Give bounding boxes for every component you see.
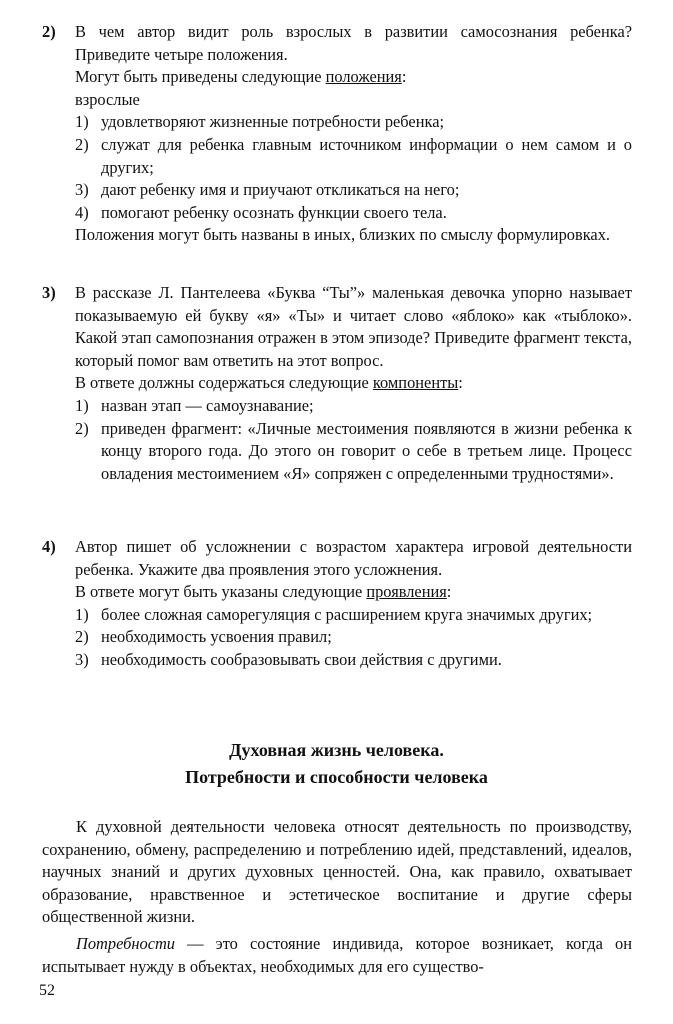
answer-subject: взрослые — [75, 89, 140, 109]
page-number: 52 — [39, 982, 55, 999]
list-item: 1) удовлетворяют жизненные потребности ребенка; — [75, 112, 445, 132]
section-title-line-2: Потребности и способности человека — [185, 767, 488, 787]
list-item: 3) дают ребенку имя и приучают откликаться на него; — [75, 180, 460, 200]
question-number: 3) — [42, 283, 56, 302]
paragraph-2: Потребности — это состояние индивида, которое возникает, когда он испытывает нужду в объектах, необходимых для его существо- — [42, 933, 632, 976]
answer-lead: Могут быть приведены следующие положения: — [75, 67, 407, 87]
term-emphasis: Потребности — [76, 933, 175, 953]
answer-lead: В ответе должны содержаться следующие компоненты: — [75, 373, 463, 393]
question-4 — [42, 536, 632, 672]
list-item: 2) приведен фрагмент: «Личные местоимения появляются в жизни ребенка к концу второго года. До этого он говорит о себе в третьем лице. Процесс овладения местоимением «Я» сопряжен с определенными трудностями». — [75, 418, 632, 483]
question-2 — [42, 21, 632, 247]
answer-note: Положения могут быть названы в иных, близких по смыслу формулировках. — [75, 225, 610, 245]
answer-lead: В ответе могут быть указаны следующие проявления: — [75, 582, 452, 602]
list-item: 2) служат для ребенка главным источником информации о нем самом и о других; — [75, 134, 632, 177]
question-text: В чем автор видит роль взрослых в развитии самосознания ребенка? Приведите четыре положения. — [75, 22, 632, 64]
list-item: 2) необходимость усвоения правил; — [75, 627, 332, 647]
section-title-line-1: Духовная жизнь человека. — [229, 740, 444, 760]
section-heading — [40, 737, 633, 791]
list-item: 4) помогают ребенку осознать функции своего тела. — [75, 202, 447, 222]
list-item: 1) назван этап — самоузнавание; — [75, 395, 314, 415]
question-3 — [42, 282, 632, 485]
question-number: 4) — [42, 537, 56, 556]
question-text: Автор пишет об усложнении с возрастом характера игровой деятельности ребенка. Укажите два проявления этого усложнения. — [75, 537, 632, 579]
list-item: 3) необходимость сообразовывать свои действия с другими. — [75, 649, 502, 669]
section-body — [42, 816, 632, 978]
question-text: В рассказе Л. Пантелеева «Буква “Ты”» маленькая девочка упорно называет показываемую ей букву «я» «Ты» и читает слово «яблоко» как «тыблоко». Какой этап самопознания отражен в этом эпизоде? Приведите фрагмент текста, который помог вам ответить на этот вопрос. — [75, 283, 632, 370]
list-item: 1) более сложная саморегуляция с расширением круга значимых других; — [75, 604, 593, 624]
paragraph-1: К духовной деятельности человека относят деятельность по производству, сохранению, обмену, распределению и потреблению идей, представлений, идеалов, научных знаний и других духовных ценностей. Она, как правило, охватывает образование, нравственное и эстетическое воспитание и другие сферы общественной жизни. — [42, 817, 632, 927]
question-number: 2) — [42, 22, 56, 41]
